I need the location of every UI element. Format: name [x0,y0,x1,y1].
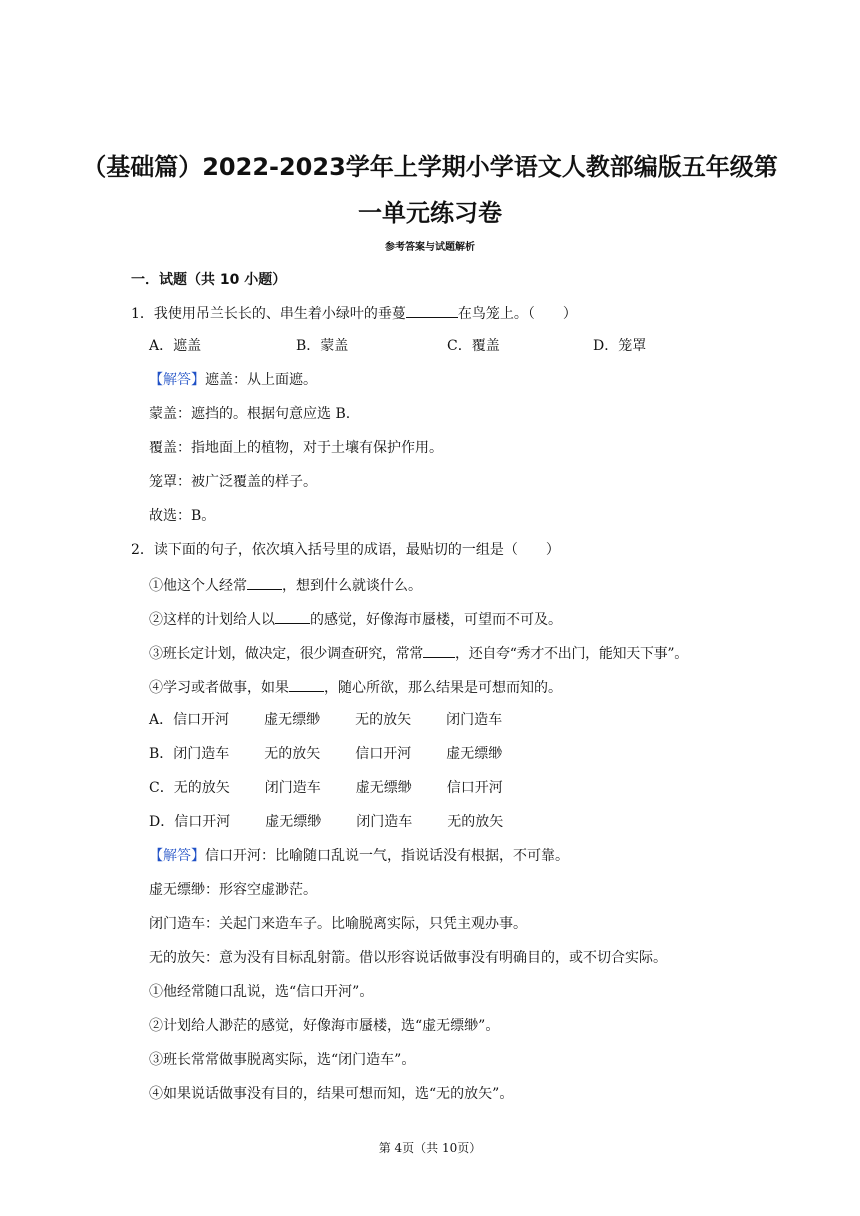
question-1-option-b: B．蒙盖 [296,338,349,354]
sentence-3 [149,642,688,664]
sentence-4 [149,676,562,698]
analysis-line: 故选：B。 [149,508,216,524]
analysis-line: ④如果说话做事没有目的，结果可想而知，选“无的放矢”。 [149,1086,514,1102]
option-label: C． [149,780,174,796]
answer-blank [406,302,458,318]
option-label: D． [149,814,175,830]
question-2-option-b [149,744,502,764]
option-word: 闭门造车 [173,746,230,762]
question-2-answer [149,846,569,866]
option-word: 闭门造车 [264,780,321,796]
sentence-text: ，想到什么就谈什么。 [282,578,422,594]
analysis-line: 信口开河：比喻随口乱说一气，指说话没有根据，不可靠。 [205,848,569,864]
answer-tag: 【解答】 [149,372,205,388]
option-word: 虚无缥缈 [264,712,321,728]
analysis-line: 遮盖：从上面遮。 [205,372,317,388]
option-word: 无的放矢 [355,712,412,728]
option-word: 无的放矢 [264,746,321,762]
answer-blank [247,574,282,590]
question-2-stem: 2．读下面的句子，依次填入括号里的成语，最贴切的一组是（ ） [131,542,560,558]
analysis-line: 闭门造车：关起门来造车子。比喻脱离实际，只凭主观办事。 [149,916,527,932]
option-label: B． [149,746,174,762]
answer-blank [289,676,324,692]
option-word: 信口开河 [173,712,230,728]
sentence-text: ③班长定计划，做决定，很少调查研究，常常 [149,646,423,662]
question-1-stem [131,302,577,324]
option-word: 无的放矢 [447,814,504,830]
answer-tag: 【解答】 [149,848,205,864]
answer-blank [275,608,310,624]
question-1-option-c: C．覆盖 [447,338,500,354]
sentence-2 [149,608,562,630]
sentence-text: ①他这个人经常 [149,578,247,594]
document-title-line1: （基础篇）2022-2023学年上学期小学语文人教部编版五年级第 [82,153,778,181]
sentence-1 [149,574,422,596]
option-word: 信口开河 [355,746,412,762]
option-word: 信口开河 [174,814,231,830]
question-1-answer [149,370,317,390]
page-number: 第 4页（共 10页） [378,1141,482,1155]
question-2-option-c [149,778,503,798]
analysis-line: 虚无缥缈：形容空虚渺茫。 [149,882,317,898]
sentence-text: 的感觉，好像海市蜃楼，可望而不可及。 [310,612,562,628]
option-word: 信口开河 [446,780,503,796]
answer-blank [423,642,455,658]
analysis-line: 蒙盖：遮挡的。根据句意应选 B. [149,406,351,422]
option-word: 闭门造车 [446,712,503,728]
question-1-stem-after: 在鸟笼上。（ ） [457,306,577,322]
option-word: 虚无缥缈 [446,746,503,762]
sentence-text: ，还自夸“秀才不出门，能知天下事”。 [455,646,688,662]
section-heading: 一．试题（共 10 小题） [131,272,287,288]
option-word: 虚无缥缈 [355,780,412,796]
option-word: 无的放矢 [173,780,230,796]
question-2-option-a [149,710,502,730]
option-word: 闭门造车 [356,814,413,830]
document-subtitle: 参考答案与试题解析 [385,242,475,253]
sentence-text: ④学习或者做事，如果 [149,680,289,696]
analysis-line: ②计划给人渺茫的感觉，好像海市蜃楼，选“虚无缥缈”。 [149,1018,500,1034]
analysis-line: 笼罩：被广泛覆盖的样子。 [149,474,317,490]
question-1-option-a: A．遮盖 [149,338,202,354]
question-1-stem-before: 1．我使用吊兰长长的、串生着小绿叶的垂蔓 [131,306,406,322]
analysis-line: ①他经常随口乱说，选“信口开河”。 [149,984,374,1000]
option-word: 虚无缥缈 [265,814,322,830]
analysis-line: 覆盖：指地面上的植物，对于土壤有保护作用。 [149,440,443,456]
question-1-option-d: D．笼罩 [593,338,647,354]
sentence-text: ，随心所欲，那么结果是可想而知的。 [324,680,562,696]
question-2-option-d [149,812,503,832]
analysis-line: ③班长常常做事脱离实际，选“闭门造车”。 [149,1052,416,1068]
option-label: A． [149,712,174,728]
analysis-line: 无的放矢：意为没有目标乱射箭。借以形容说话做事没有明确目的，或不切合实际。 [149,950,667,966]
document-title-line2: 一单元练习卷 [358,199,502,227]
sentence-text: ②这样的计划给人以 [149,612,275,628]
